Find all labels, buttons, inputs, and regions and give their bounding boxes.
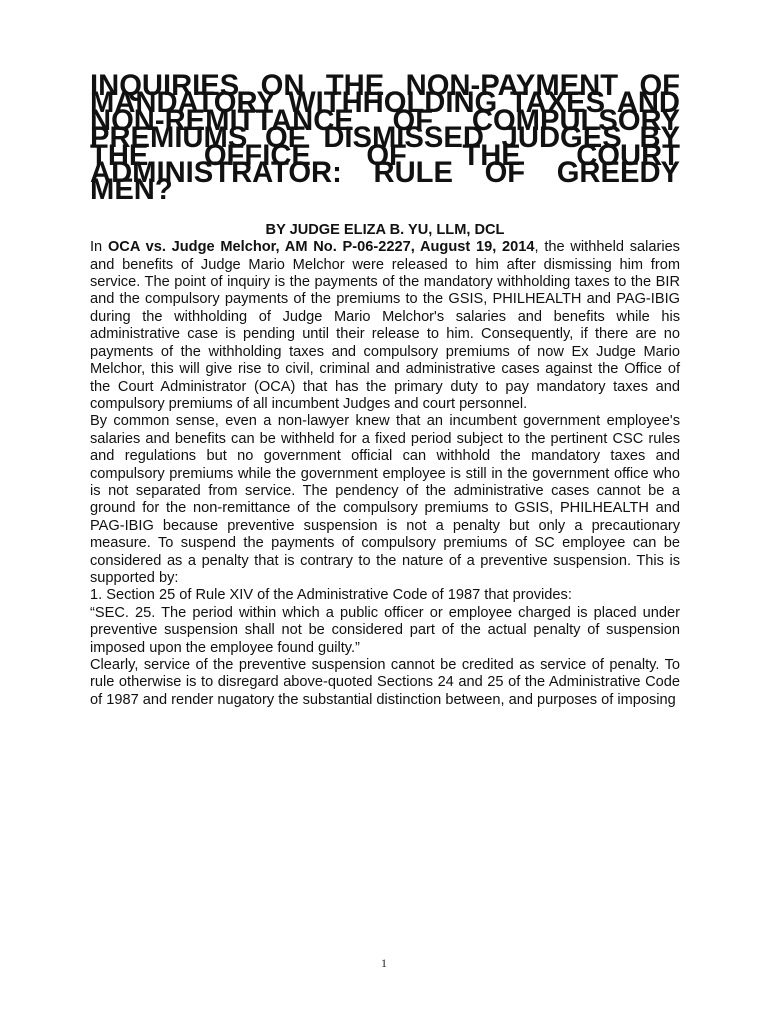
paragraph-1-lead: In [90,239,108,256]
paragraph-1 [90,239,680,413]
paragraph-2: By common sense, even a non-lawyer knew that an incumbent government employee's salaries and benefits can be withheld for a fixed period subject to the pertinent CSC rules and regulations but no government official can withhold the mandatory taxes and compulsory premiums while the government employee is still in the government office who is not separated from service. The pendency of the administrative cases cannot be a ground for the non-remittance of the compulsory premiums to GSIS, PHILHEALTH and PAG-IBIG because preventive suspension is not a penalty but only a precautionary measure. To suspend the payments of compulsory premiums of SC employee can be considered as a penalty that is contrary to the nature of a preventive suspension. This is supported by: [90,413,680,586]
document-title: INQUIRIES ON THE NON-PAYMENT OF MANDATORY WITHHOLDING TAXES AND NON-REMITTANCE OF COMPULSORY PREMIUMS OF DISMISSED JUDGES BY THE OFFICE OF THE COURT ADMINISTRATOR: RULE OF GREEDY MEN? [90,70,680,207]
page-number: 1 [381,956,387,970]
author-byline: BY JUDGE ELIZA B. YU, LLM, DCL [265,221,505,238]
paragraph-3-list-item: 1. Section 25 of Rule XIV of the Administrative Code of 1987 that provides: [90,587,572,604]
paragraph-1-text: , the withheld salaries and benefits of Judge Mario Melchor were released to him after dismissing him from service. The point of inquiry is the payments of the mandatory withholding taxes to the BIR and the compulsory payments of the premiums to the GSIS, PHILHEALTH and PAG-IBIG during the withholding of Judge Mario Melchor's salaries and benefits while his administrative case is pending until their release to him. Consequently, if there are no payments of the withholding taxes and compulsory premiums of now Ex Judge Mario Melchor, this will give rise to civil, criminal and administrative cases against the Office of the Court Administrator (OCA) that has the primary duty to pay mandatory taxes and compulsory premiums of all incumbent Judges and court personnel. [90,239,680,412]
case-citation: OCA vs. Judge Melchor, AM No. P-06-2227, August 19, 2014 [107,239,535,256]
paragraph-5: Clearly, service of the preventive suspension cannot be credited as service of penalty. To rule otherwise is to disregard above-quoted Sections 24 and 25 of the Administrative Code of 1987 and render nugatory the substantial distinction between, and purposes of imposing [90,657,680,708]
document-body [90,70,680,709]
paragraph-4-quote: “SEC. 25. The period within which a public officer or employee charged is placed under preventive suspension shall not be considered part of the actual penalty of suspension imposed upon the employee found guilty.” [90,604,680,656]
